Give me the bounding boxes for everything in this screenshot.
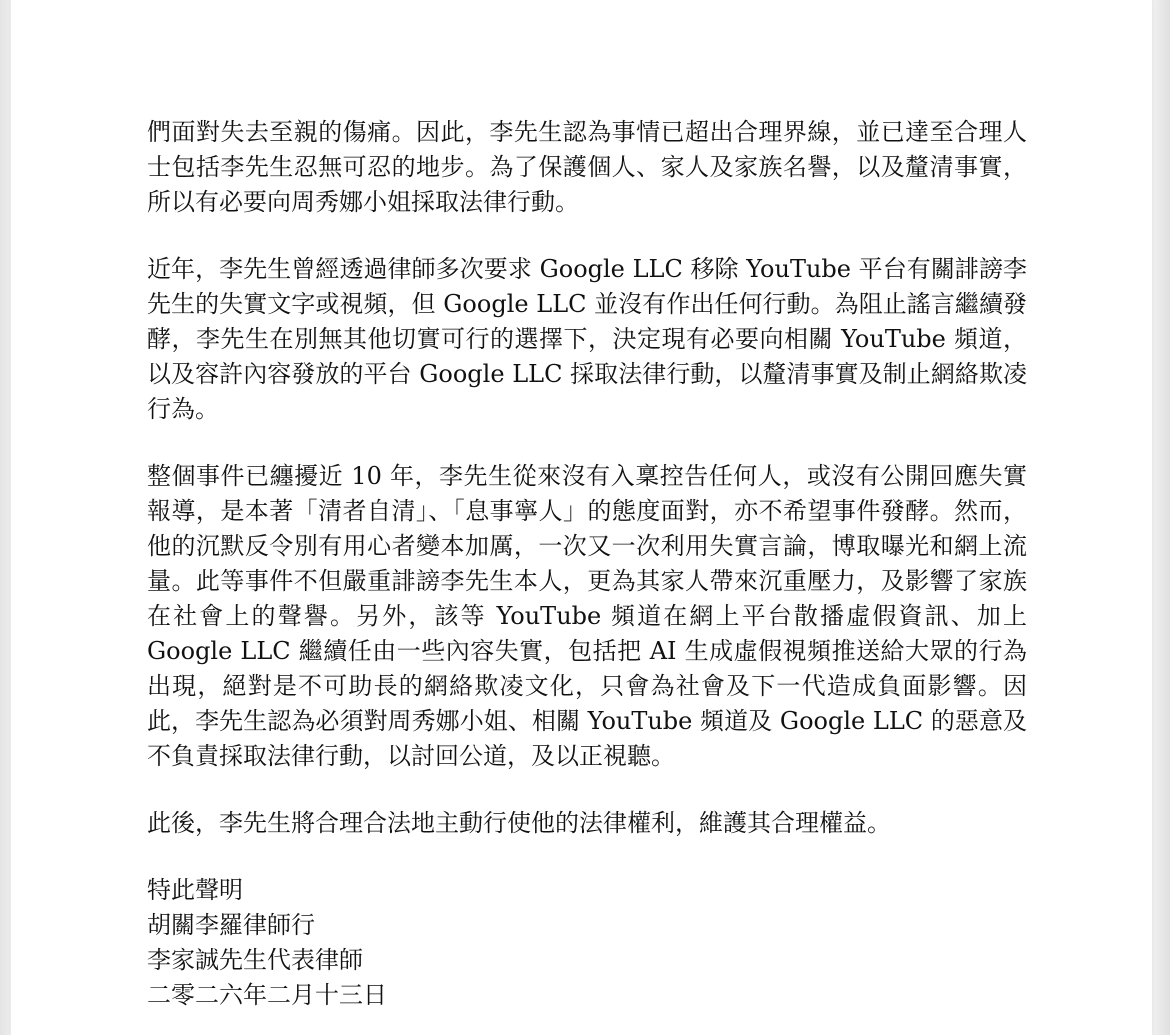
paragraph-1: 們面對失去至親的傷痛。因此，李先生認為事情已超出合理界線，並已達至合理人士包括李先生忍無可忍的地步。為了保護個人、家人及家族名譽，以及釐清事實，所以有必要向周秀娜小姐採取法律行動。 bbox=[147, 118, 1027, 216]
paragraph-3: 整個事件已纏擾近 10 年，李先生從來沒有入稟控告任何人，或沒有公開回應失實報導，是本著「清者自清」、「息事寧人」的態度面對，亦不希望事件發酵。然而，他的沉默反令別有用心者變本加厲，一次又一次利用失實言論，博取曝光和網上流量。此等事件不但嚴重誹謗李先生本人，更為其家人帶來沉重壓力，及影響了家族在社會上的聲譽。另外，該等 YouTube 頻道在網上平台散播虛假資訊、加上 Google LLC 繼續任由一些內容失實，包括把 AI 生成虛假視頻推送給大眾的行為出現，絕對是不可助長的網絡欺凌文化，只會為社會及下一代造成負面影響。因此，李先生認為必須對周秀娜小姐、相關 YouTube 頻道及 Google LLC 的惡意及不負責採取法律行動，以討回公道，及以正視聽。 bbox=[147, 462, 1027, 770]
signature-law-firm: 胡關李羅律師行 bbox=[147, 911, 315, 939]
signature-date: 二零二六年二月十三日 bbox=[147, 981, 387, 1009]
signature-role: 李家誠先生代表律師 bbox=[147, 946, 363, 974]
document-page bbox=[11, 0, 1152, 1035]
paragraph-2: 近年，李先生曾經透過律師多次要求 Google LLC 移除 YouTube 平台有關誹謗李先生的失實文字或視頻，但 Google LLC 並沒有作出任何行動。為阻止謠言繼續發酵，李先生在別無其他切實可行的選擇下，決定現有必要向相關 YouTube 頻道，以及容許內容發放的平台 Google LLC 採取法律行動，以釐清事實及制止網絡欺凌行為。 bbox=[147, 255, 1027, 423]
signature-statement: 特此聲明 bbox=[147, 876, 243, 904]
paragraph-4: 此後，李先生將合理合法地主動行使他的法律權利，維護其合理權益。 bbox=[147, 809, 891, 837]
signature-block bbox=[147, 873, 1027, 1013]
document-body bbox=[147, 115, 1027, 1013]
